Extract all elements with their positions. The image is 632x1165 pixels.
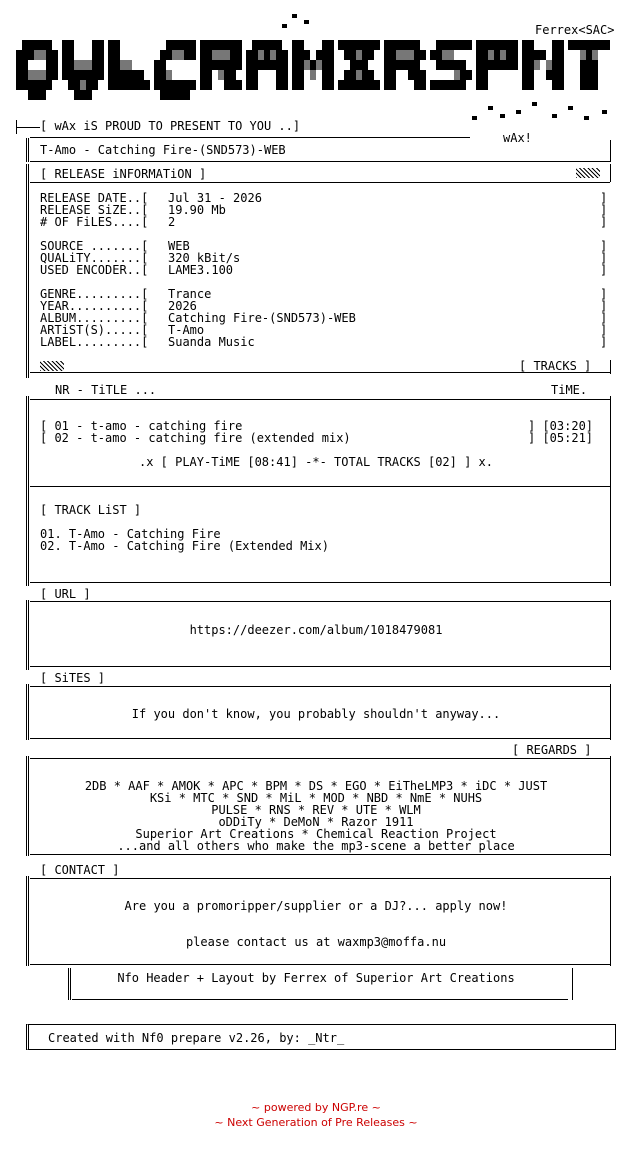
regards-heading: [ REGARDS ] [512, 743, 592, 757]
release-info-label: ALBUM.........[ [40, 311, 149, 325]
release-info-value: 19.90 Mb [168, 203, 226, 217]
release-info-label: # OF FiLES....[ [40, 215, 149, 229]
release-info-label: ARTiST(S).....[ [40, 323, 149, 337]
contact-apply: Are you a promoripper/supplier or a DJ?... apply now! [124, 899, 508, 913]
bracket-close: ] [600, 323, 608, 337]
footer-tagline: ~ Next Generation of Pre Releases ~ [214, 1116, 418, 1129]
bracket-close: ] [600, 335, 608, 349]
track-row: [ 02 - t-amo - catching fire (extended mix) [40, 431, 351, 445]
release-info-value: 320 kBit/s [168, 251, 241, 265]
release-info-value: Trance [168, 287, 212, 301]
bracket-close: ] [600, 203, 608, 217]
release-info-label: USED ENCODER..[ [40, 263, 149, 277]
track-time: ] [03:20] [528, 419, 594, 433]
release-info-value: 2026 [168, 299, 197, 313]
regards-line: PULSE * RNS * REV * UTE * WLM [211, 803, 421, 817]
release-title: T-Amo - Catching Fire-(SND573)-WEB [40, 143, 286, 157]
logo-caption: wAx! [503, 131, 532, 145]
track-list-heading: [ TRACK LiST ] [40, 503, 142, 517]
tracks-summary: .x [ PLAY-TiME [08:41] -*- TOTAL TRACKS [02] ] x. [138, 455, 493, 469]
tagline: [ wAx iS PROUD TO PRESENT TO YOU ..] [40, 119, 301, 133]
bracket-close: ] [600, 251, 608, 265]
release-info-value: Suanda Music [168, 335, 255, 349]
release-info-value: T-Amo [168, 323, 205, 337]
release-info-label: GENRE.........[ [40, 287, 149, 301]
signature: Ferrex<SAC> [535, 23, 615, 37]
contact-heading: [ CONTACT ] [40, 863, 120, 877]
contact-email[interactable]: please contact us at waxmp3@moffa.nu [185, 935, 447, 949]
bracket-close: ] [600, 191, 608, 205]
regards-line: oDDiTy * DeMoN * Razor 1911 [218, 815, 414, 829]
release-info-value: 2 [168, 215, 176, 229]
created-with: Created with Nf0 prepare v2.26, by: _Ntr_ [48, 1031, 345, 1045]
tracks-col-nr-title: NR - TiTLE ... [55, 383, 157, 397]
tracks-heading: [ TRACKS ] [519, 359, 592, 373]
hatch-decoration [40, 361, 64, 371]
release-info-label: SOURCE .......[ [40, 239, 149, 253]
hatch-decoration [576, 168, 600, 178]
release-info-label: LABEL.........[ [40, 335, 149, 349]
layout-credit: Nfo Header + Layout by Ferrex of Superior Art Creations [117, 971, 515, 985]
regards-line: KSi * MTC * SND * MiL * MOD * NBD * NmE * NUHS [149, 791, 483, 805]
release-info-label: RELEASE DATE..[ [40, 191, 149, 205]
footer-powered-by: ~ powered by NGP.re ~ [251, 1101, 381, 1114]
track-list-item: 02. T-Amo - Catching Fire (Extended Mix) [40, 539, 329, 553]
bracket-close: ] [600, 239, 608, 253]
track-list-item: 01. T-Amo - Catching Fire [40, 527, 221, 541]
release-info-heading: [ RELEASE iNFORMATiON ] [40, 167, 207, 181]
tracks-col-time: TiME. [551, 383, 588, 397]
track-time: ] [05:21] [528, 431, 594, 445]
album-url[interactable]: https://deezer.com/album/1018479081 [189, 623, 443, 637]
release-info-value: Jul 31 - 2026 [168, 191, 262, 205]
bracket-close: ] [600, 263, 608, 277]
release-info-value: WEB [168, 239, 190, 253]
release-info-label: QUALiTY.......[ [40, 251, 149, 265]
url-heading: [ URL ] [40, 587, 91, 601]
release-info-label: RELEASE SiZE..[ [40, 203, 149, 217]
release-info-label: YEAR..........[ [40, 299, 149, 313]
bracket-close: ] [600, 311, 608, 325]
release-info-value: Catching Fire-(SND573)-WEB [168, 311, 356, 325]
track-row: [ 01 - t-amo - catching fire [40, 419, 243, 433]
sites-text: If you don't know, you probably shouldn't anyway... [131, 707, 501, 721]
regards-line: Superior Art Creations * Chemical Reaction Project [135, 827, 497, 841]
bracket-close: ] [600, 215, 608, 229]
regards-line: 2DB * AAF * AMOK * APC * BPM * DS * EGO * EiTheLMP3 * iDC * JUST [84, 779, 548, 793]
bracket-close: ] [600, 299, 608, 313]
sites-heading: [ SiTES ] [40, 671, 106, 685]
release-info-value: LAME3.100 [168, 263, 234, 277]
bracket-close: ] [600, 287, 608, 301]
regards-line: ...and all others who make the mp3-scene a better place [117, 839, 515, 853]
